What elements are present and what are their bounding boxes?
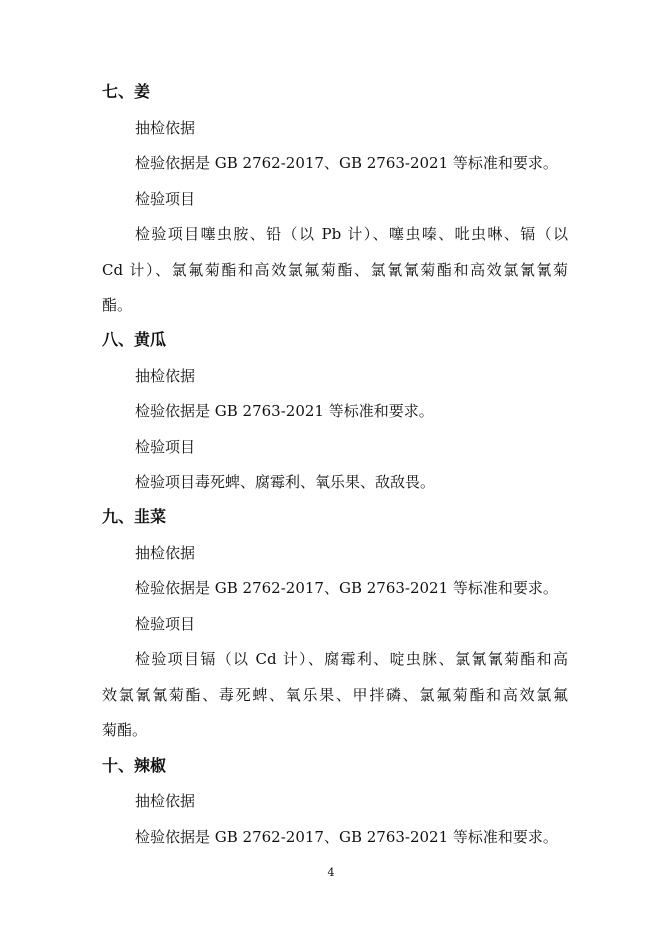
paragraph-line: 菊酯。 bbox=[102, 721, 148, 739]
section-heading: 七、姜 bbox=[102, 82, 151, 101]
paragraph-line: Cd 计）、氯氟菊酯和高效氯氟菊酯、氯氰氰菊酯和高效氯氰氰菊 bbox=[102, 261, 568, 279]
paragraph-line: 检验依据是 GB 2763-2021 等标准和要求。 bbox=[135, 402, 434, 420]
paragraph-line: 检验依据是 GB 2762-2017、GB 2763-2021 等标准和要求。 bbox=[135, 154, 558, 172]
section-heading: 八、黄瓜 bbox=[102, 330, 167, 349]
section-heading: 九、韭菜 bbox=[102, 507, 167, 526]
sub-heading: 抽检依据 bbox=[135, 119, 196, 137]
sub-heading: 抽检依据 bbox=[135, 367, 196, 385]
paragraph-line: 酯。 bbox=[102, 296, 133, 314]
paragraph-line: 检验项目噻虫胺、铅（以 Pb 计）、噻虫嗪、吡虫啉、镉（以 bbox=[135, 225, 568, 243]
sub-heading: 检验项目 bbox=[135, 438, 196, 456]
paragraph-line: 检验依据是 GB 2762-2017、GB 2763-2021 等标准和要求。 bbox=[135, 579, 558, 597]
section-heading: 十、辣椒 bbox=[102, 756, 167, 775]
page-number: 4 bbox=[327, 866, 335, 879]
paragraph-line: 检验依据是 GB 2762-2017、GB 2763-2021 等标准和要求。 bbox=[135, 828, 558, 846]
paragraph-line: 效氯氰氰菊酯、毒死蜱、氧乐果、甲拌磷、氯氟菊酯和高效氯氟 bbox=[102, 686, 568, 704]
sub-heading: 抽检依据 bbox=[135, 792, 196, 810]
sub-heading: 检验项目 bbox=[135, 615, 196, 633]
sub-heading: 抽检依据 bbox=[135, 544, 196, 562]
paragraph-line: 检验项目镉（以 Cd 计）、腐霉利、啶虫脒、氯氰氰菊酯和高 bbox=[135, 650, 568, 668]
sub-heading: 检验项目 bbox=[135, 190, 196, 208]
paragraph-line: 检验项目毒死蜱、腐霉利、氧乐果、敌敌畏。 bbox=[135, 473, 436, 491]
